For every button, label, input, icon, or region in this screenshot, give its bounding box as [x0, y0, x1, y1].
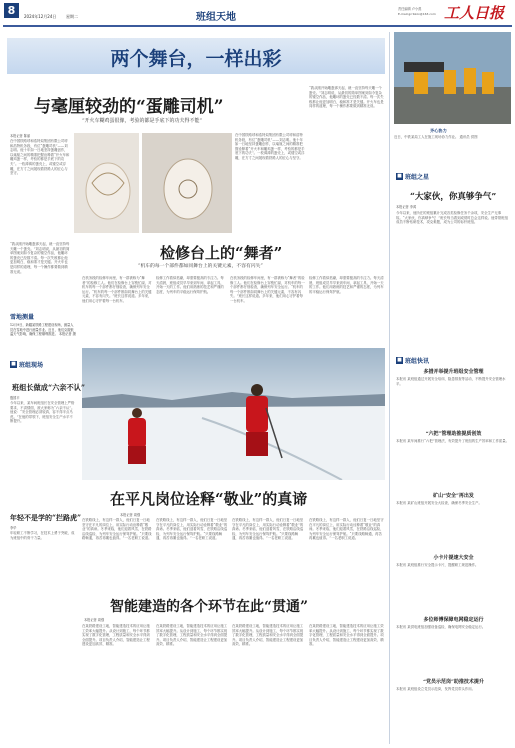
brief-title: 矿山“安全”再出发 — [433, 493, 474, 499]
snow-label-text: 雪地测量 — [10, 314, 35, 321]
brief-item — [396, 430, 511, 490]
article3-subtitle: “机车的每一个部件都如同舞台上的关键元素，不容有闪失” — [138, 264, 263, 269]
exchange-label-text: 班组现场 — [19, 362, 44, 369]
masthead-editor: 责任编辑 卢小燕 — [398, 7, 422, 11]
brief-title: “六把”管理助推提质创效 — [425, 431, 482, 437]
section-bullet-icon: ■ — [397, 357, 402, 363]
brief-body: 本报讯 某车间推行“六把”管理法，有效提升了班组的生产效率和工作质量。 — [396, 439, 510, 443]
banner-title: 两个舞台，一样出彩 — [110, 48, 282, 70]
article3-body3: 在机务段的检修车间里，有一群被称为“舞者”的检修工人。他们在检修台上穿梭忙碌，对机车的每一个部件都仔细检查，确保列车安全运行。“机车的每一个部件都如同舞台上的关键元素，不容有闪失。”班长这样说道。多年来，他们用心守护着每一台机车。 — [230, 276, 305, 303]
brief-body: 本报讯 某班组推行安全提示卡片，提醒职工规范操作。 — [396, 563, 479, 567]
briefs-list — [396, 368, 511, 744]
brief-body: 本报讯 某班组通过开展安全培训、隐患排查等活动，不断提升安全管理水平。 — [396, 377, 506, 386]
article2-kicker: 齐心协力 — [430, 128, 447, 133]
exchange-byline2: 李华 — [10, 526, 17, 530]
exchange-body2: 年轻职工不断学习，在技术上勇于突破，成为班组中的骨干力量。 — [10, 531, 75, 540]
exchange-title: 班组长做成“六亲不认” — [12, 383, 85, 392]
article4-byline: 本报记者 周强 — [120, 513, 141, 517]
page-number: 8 — [4, 3, 19, 18]
spotlight-label — [396, 172, 429, 181]
issue-date: 2024年12月24日 — [24, 14, 57, 19]
exchange-title2: 年轻不是学的“拦路虎” — [10, 513, 82, 522]
brief-body: 本报讯 某班组设立党员示范岗，发挥党员带头作用。 — [396, 687, 476, 691]
snow-caption: 12月9日，新疆某铁路工程建设现场，测量人员在雪地中进行测量作业。近日，他们克服低温天气影响，确保工程顺利推进。 本报记者 摄 — [10, 323, 76, 337]
brief-item — [396, 368, 511, 428]
article1-body: 在中国铁路呼和浩特局集团有限公司呼和浩特机务段，有位“蛋雕司机”——刘志明。他十年如一日地坚持蛋雕创作，以毫厘之间的精准把握诠释着“开火车和雕鸡蛋一样，考验的都是手底下的功夫”。一枚薄薄的蛋壳上，或镂空或浮雕，在方寸之间展现着铁路人的匠心与坚守。 — [10, 139, 70, 176]
article1-body2: “我从刚开始雕蛋那天起，就一直坚持每天雕一个蛋壳。”刘志明说，从最初的简单图案到如今复杂的镂空作品，他雕坏的蛋壳已经数不清。每一次失败都让他更加明白，稳和准才是关键。开火车也是同样的道理，每一个操作都要做到精准无误。 — [10, 242, 70, 274]
brief-item — [396, 492, 511, 552]
article4-body-d: 在铁路线上，有这样一群人，他们日复一日地坚守在平凡的岗位上，用实际行动诠释着“敬业”的真谛。冬季来临，他们迎着风雪，在铁路沿线巡检，为列车安全运行保驾护航。“只要线路畅通，再苦再累也值得。”一名老职工说道。 — [309, 518, 384, 541]
brief-body: 本报讯 某供电班组加强设备巡检，确保电网安全稳定运行。 — [396, 625, 486, 629]
briefs-label-text: 班组快讯 — [405, 358, 430, 365]
article5-title: 智能建造的各个环节在此“贯通” — [110, 599, 309, 615]
brief-title: 多措并举提升班组安全管理 — [423, 369, 484, 375]
brief-item — [396, 554, 511, 614]
article5-body-c: 在某铁路建设工地，智能建造技术的应用让施工效率大幅提升。从设计到施工，每个环节都实现了数字化管理，工程质量和安全水平得到全面提升。项目负责人介绍，智能建造让工程建设更加高效、精准。 — [232, 624, 304, 647]
spotlight-title: “大家伙，你真够争气” — [410, 192, 497, 202]
brief-title: 多位师傅保障电网稳定运行 — [423, 617, 484, 623]
brief-body: 本报讯 某矿山班组开展安全大检查，确保冬季安全生产。 — [396, 501, 482, 505]
spotlight-byline: 本报记者 李鸿 — [396, 205, 417, 209]
brief-item — [396, 678, 511, 742]
brief-title: “党员示范岗”助推技术提升 — [423, 679, 484, 685]
briefs-label — [396, 356, 429, 365]
article2-caption: 近日，中铁某局工人在施工现场协力作业。 通讯员 供图 — [394, 135, 478, 139]
brief-item — [396, 616, 511, 676]
article5-body: 在某铁路建设工地，智能建造技术的应用让施工效率大幅提升。从设计到施工，每个环节都实现了数字化管理，工程质量和安全水平得到全面提升。项目负责人介绍，智能建造让工程建设更加高效、精准。 — [82, 624, 150, 647]
exchange-byline: 殷国平 — [10, 396, 20, 400]
exchange-body: 今年以来，某车间班组长在安全管理上严格要求，不讲情面，被大家称为“六亲不认”。他说：“安全管理必须较真，容不得半点马虎。”在他的带领下，班组安全生产水平不断提升。 — [10, 401, 75, 424]
article5-byline: 本报记者 周强 — [84, 618, 105, 622]
spotlight-body: 今年以来，他所在的班组累计完成各类检修任务千余项，安全生产无事故。“大家伙，你真够争气！”班长每当看到成绩时总会这样说。他带领班组成员不断钻研技术，攻克难题，成为公司的标杆班组。 — [396, 211, 508, 225]
issue-weekday: 星期二 — [66, 14, 78, 19]
article4-body-b: 在铁路线上，有这样一群人，他们日复一日地坚守在平凡的岗位上，用实际行动诠释着“敬业”的真谛。冬季来临，他们迎着风雪，在铁路沿线巡检，为列车安全运行保驾护航。“只要线路畅通，再苦再累也值得。”一名老职工说道。 — [156, 518, 228, 541]
article5-body-b: 在某铁路建设工地，智能建造技术的应用让施工效率大幅提升。从设计到施工，每个环节都实现了数字化管理，工程质量和安全水平得到全面提升。项目负责人介绍，智能建造让工程建设更加高效、精准。 — [156, 624, 228, 647]
snow-label — [10, 312, 34, 321]
section-bullet-icon: ■ — [11, 361, 16, 367]
snow-photo — [82, 348, 385, 480]
article1-byline: 本报记者 陈丽 — [10, 134, 31, 138]
masthead-rule — [3, 25, 512, 27]
article3-body: 在机务段的检修车间里，有一群被称为“舞者”的检修工人。他们在检修台上穿梭忙碌，对机车的每一个部件都仔细检查，确保列车安全运行。“机车的每一个部件都如同舞台上的关键元素，不容有闪失。”班长这样说道。多年来，他们用心守护着每一台机车。 — [82, 276, 152, 303]
banner — [7, 38, 385, 74]
right-photo — [394, 32, 511, 124]
article3-title: 检修台上的“舞者” — [160, 244, 283, 262]
exchange-label — [10, 360, 43, 369]
spotlight-label-text: 班组之星 — [405, 174, 430, 181]
section-title: 班组天地 — [196, 12, 236, 23]
column-divider — [389, 32, 390, 744]
article5-body-d: 在某铁路建设工地，智能建造技术的应用让施工效率大幅提升。从设计到施工，每个环节都实现了数字化管理，工程质量和安全水平得到全面提升。项目负责人介绍，智能建造让工程建设更加高效、精准。 — [309, 624, 384, 647]
article1-body-mid: 在中国铁路呼和浩特局集团有限公司呼和浩特机务段，有位“蛋雕司机”——刘志明。他十年如一日地坚持蛋雕创作，以毫厘之间的精准把握诠释着“开火车和雕鸡蛋一样，考验的都是手底下的功夫”。一枚薄薄的蛋壳上，或镂空或浮雕，在方寸之间展现着铁路人的匠心与坚守。 — [235, 133, 305, 160]
section-bullet-icon: ■ — [397, 173, 402, 179]
article4-body: 在铁路线上，有这样一群人，他们日复一日地坚守在平凡的岗位上，用实际行动诠释着“敬业”的真谛。冬季来临，他们迎着风雪，在铁路沿线巡检，为列车安全运行保驾护航。“只要线路畅通，再苦再累也值得。”一名老职工说道。 — [82, 518, 152, 541]
masthead — [0, 0, 515, 28]
article3-body2: 检修工作看似枯燥，却需要极高的专注力。每天清晨，班组成员早早来到车间，拿起工具，开始一天的工作。他们用熟练的技艺和严谨的态度，为列车的平稳运行保驾护航。 — [156, 276, 224, 294]
article1-photo-mid — [142, 133, 232, 233]
article1-title: 与毫厘较劲的“蛋雕司机” — [34, 97, 224, 117]
article1-body-right: “我从刚开始雕蛋那天起，就一直坚持每天雕一个蛋壳。”刘志明说，从最初的简单图案到如今复杂的镂空作品，他雕坏的蛋壳已经数不清。每一次失败都让他更加明白，稳和准才是关键。开火车也是同样的道理，每一个操作都要做到精准无误。 — [309, 86, 384, 109]
masthead-contact: E-mail:grrbkzx@163.com — [398, 12, 436, 16]
article4-body-c: 在铁路线上，有这样一群人，他们日复一日地坚守在平凡的岗位上，用实际行动诠释着“敬业”的真谛。冬季来临，他们迎着风雪，在铁路沿线巡检，为列车安全运行保驾护航。“只要线路畅通，再苦再累也值得。”一名老职工说道。 — [232, 518, 304, 541]
article1-subtitle: “开火车糊鸡蛋很像，考验的都是手底下的功夫得不能” — [82, 118, 203, 124]
article1-photo-left — [74, 133, 139, 233]
article3-body4: 检修工作看似枯燥，却需要极高的专注力。每天清晨，班组成员早早来到车间，拿起工具，开始一天的工作。他们用熟练的技艺和严谨的态度，为列车的平稳运行保驾护航。 — [309, 276, 384, 294]
paper-logo: 工人日报 — [444, 4, 505, 22]
article4-title: 在平凡岗位诠释“敬业”的真谛 — [110, 490, 308, 508]
brief-title: 小卡片提速大安全 — [433, 555, 474, 561]
